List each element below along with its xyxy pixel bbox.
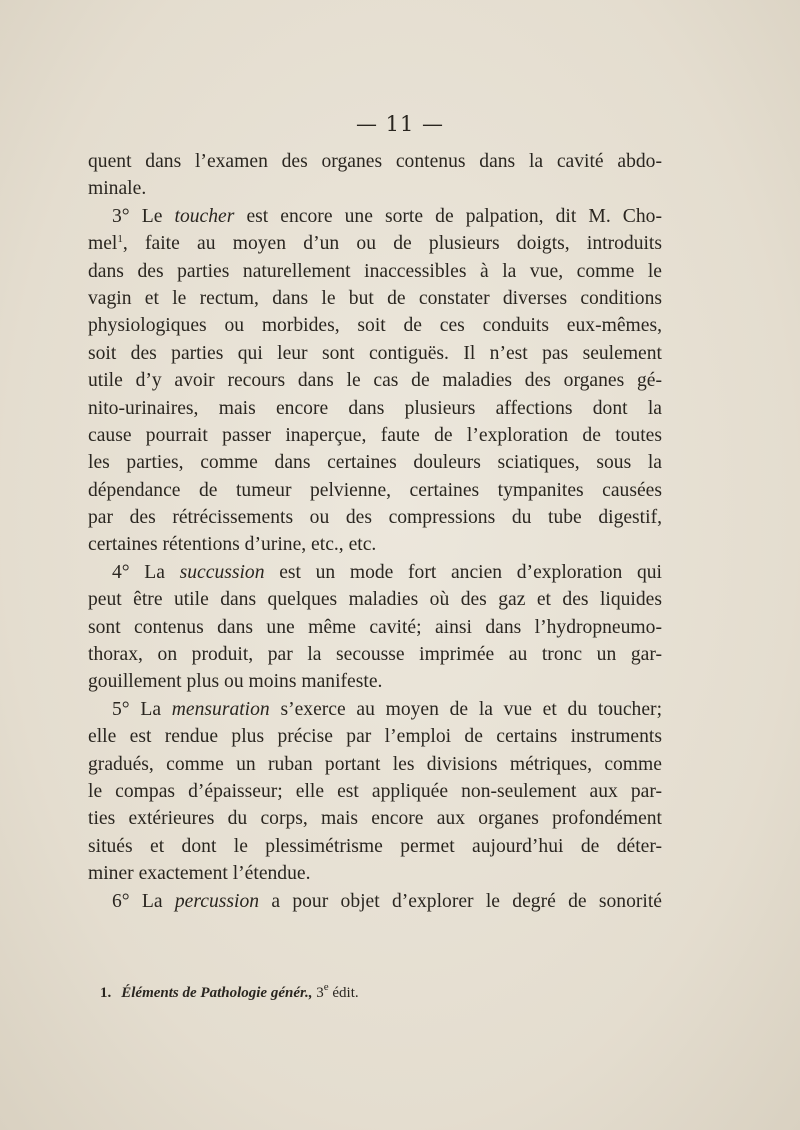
paragraph-6-first-line: 6° La percussion a pour objet d’explorer le degré de sonorité [112,890,662,912]
text-line: dans des parties naturellement inaccessibles à la vue, comme le [88,260,662,282]
item-marker: 4° [112,561,130,583]
text-line: situés et dont le plessimétrisme permet aujourd’hui de déter- [88,835,662,857]
text-line: le compas d’épaisseur; elle est appliquée non-seulement aux par- [88,780,662,802]
text-line: soit des parties qui leur sont contiguës. Il n’est pas seulement [88,342,662,364]
term-mensuration: mensuration [171,698,270,720]
text-line: certaines rétentions d’urine, etc., etc. [88,534,377,556]
paragraph-3-first-line: 3° Le toucher est encore une sorte de palpation, dit M. Cho- [112,205,662,227]
text-line: quent dans l’examen des organes contenus dans la cavité abdo- [88,151,662,172]
footnote-title: Éléments de Pathologie génér., [121,985,313,1001]
text-line: thorax, on produit, par la secousse imprimée au tronc un gar- [88,644,662,666]
footnote [100,981,359,1002]
text-line: vagin et le rectum, dans le but de constater diverses conditions [88,287,662,309]
item-marker: 6° [112,890,130,912]
text-line: peut être utile dans quelques maladies où des gaz et des liquides [88,589,662,611]
paragraph-5-first-line: 5° La mensuration s’exerce au moyen de la vue et du toucher; [112,698,663,720]
text-line: ties extérieures du corps, mais encore aux organes profondément [88,808,662,830]
text-line: cause pourrait passer inaperçue, faute de l’exploration de toutes [88,424,662,446]
text-line: dépendance de tumeur pelvienne, certaines tympanites causées [88,479,662,501]
text-line: physiologiques ou morbides, soit de ces conduits eux-mêmes, [88,315,662,337]
item-marker: 5° [112,698,130,720]
text-line: nito-urinaires, mais encore dans plusieurs affections dont la [88,397,662,419]
text-line: utile d’y avoir recours dans le cas de maladies des organes gé- [88,370,662,392]
text-line: les parties, comme dans certaines douleurs sciatiques, sous la [88,452,662,474]
footnote-reference: 1 [117,233,123,246]
text-line: par des rétrécissements ou des compressions du tube digestif, [88,507,662,529]
item-marker: 3° [112,205,130,227]
term-succussion: succussion [179,561,265,583]
page-number: — 11 — [355,112,445,136]
text-line: miner exactement l’étendue. [88,863,311,885]
term-percussion: percussion [174,890,260,912]
paragraph-4-first-line: 4° La succussion est un mode fort ancien d’exploration qui [112,561,662,583]
text-line: gouillement plus ou moins manifeste. [88,671,383,693]
text-line: elle est rendue plus précise par l’emploi de certains instruments [88,726,662,748]
body-text [88,148,662,915]
footnote-number: 1. [100,985,112,1001]
term-toucher: toucher [174,205,235,227]
text-line: gradués, comme un ruban portant les divisions métriques, comme [88,753,662,775]
footnote-edition: 3e édit. [316,981,359,1001]
text-line: mel$^1$, faite au moyen d’un ou de plusieurs doigts, introduits [88,233,662,255]
text-line: minale. [88,178,147,200]
text-line: sont contenus dans une même cavité; ainsi dans l’hydropneumo- [88,616,662,638]
